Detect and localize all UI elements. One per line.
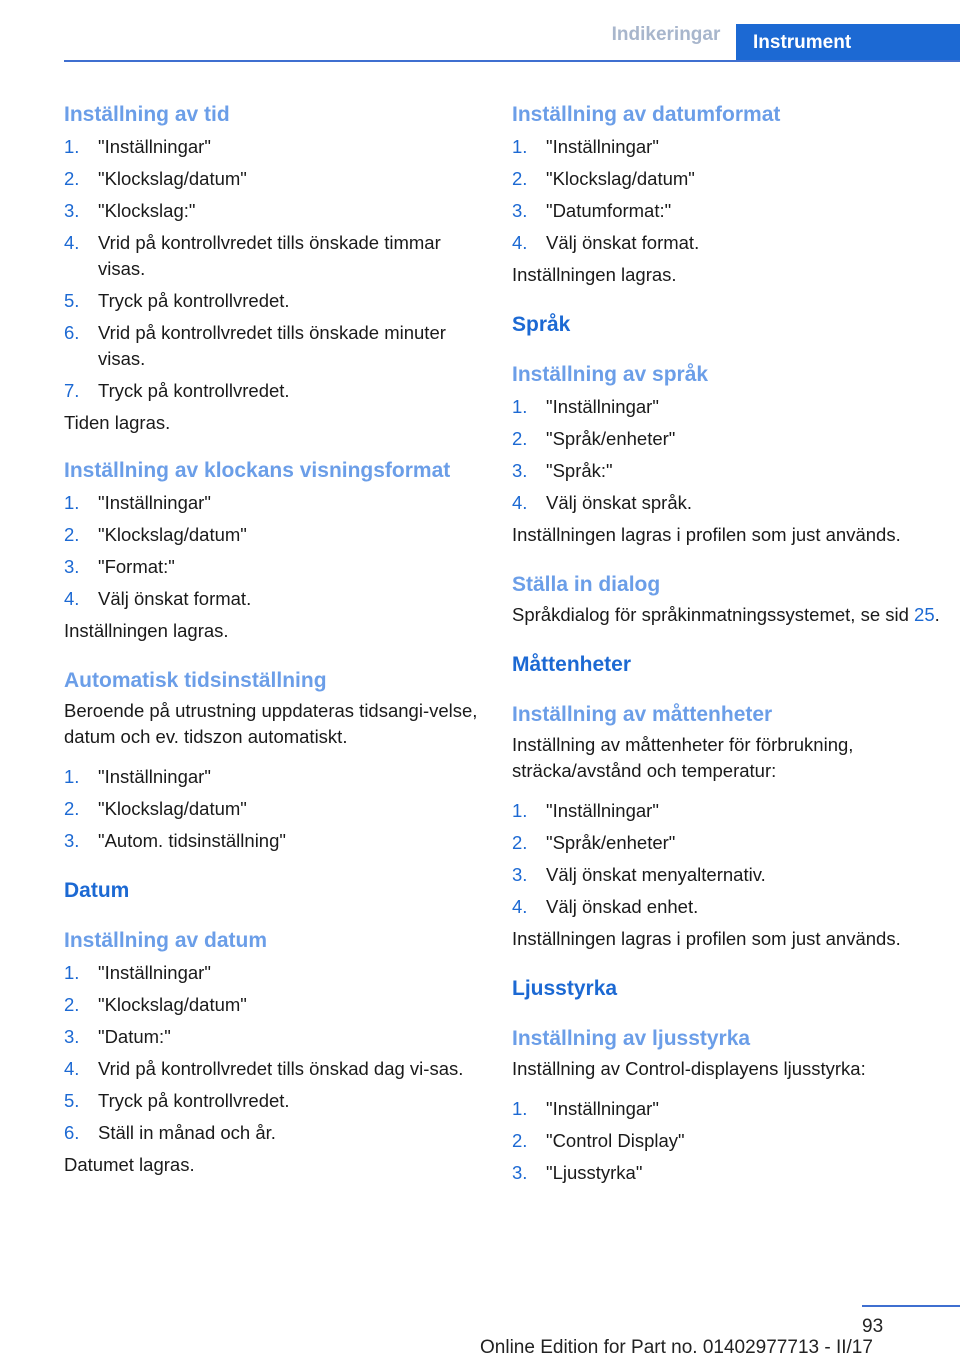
left-column xyxy=(64,100,480,1178)
footer-rule xyxy=(862,1305,960,1307)
step-number: 1. xyxy=(64,492,80,513)
note-language: Inställningen lagras i profilen som just används. xyxy=(512,524,901,545)
list-item xyxy=(64,1024,480,1050)
list-item xyxy=(64,288,480,314)
step-number: 2. xyxy=(512,428,528,449)
list-item xyxy=(512,862,942,888)
step-number: 3. xyxy=(512,460,528,481)
step-text: "Format:" xyxy=(98,556,175,577)
header-tab-instrument[interactable]: Instrument xyxy=(736,24,960,61)
list-item xyxy=(64,490,480,516)
section-title-units: Inställning av måttenheter xyxy=(512,703,773,726)
step-text: Tryck på kontrollvredet. xyxy=(98,380,290,401)
step-text: Välj önskad enhet. xyxy=(546,896,699,917)
list-item xyxy=(64,522,480,548)
list-item xyxy=(512,490,942,516)
step-number: 3. xyxy=(64,556,80,577)
list-item xyxy=(64,764,480,790)
text-dialog xyxy=(512,602,942,628)
list-item xyxy=(512,426,942,452)
list-item xyxy=(512,166,942,192)
step-text: "Klockslag/datum" xyxy=(546,168,695,189)
step-text: "Språk:" xyxy=(546,460,613,481)
list-item xyxy=(64,992,480,1018)
list-item xyxy=(512,894,942,920)
list-item xyxy=(512,394,942,420)
step-text: "Klockslag:" xyxy=(98,200,196,221)
step-number: 1. xyxy=(512,396,528,417)
step-number: 3. xyxy=(64,830,80,851)
list-item xyxy=(64,1056,480,1082)
note-clock-format: Inställningen lagras. xyxy=(64,620,229,641)
text-dialog-b: . xyxy=(934,604,940,625)
text-brightness: Inställning av Control-displayens ljusstyrka: xyxy=(512,1058,866,1079)
list-item xyxy=(512,134,942,160)
text-units: Inställning av måttenheter för förbrukning, sträcka/avstånd och temperatur: xyxy=(512,734,854,781)
header-tab-indikeringar[interactable]: Indikeringar xyxy=(611,24,721,45)
step-number: 4. xyxy=(64,232,80,253)
list-item xyxy=(512,230,942,256)
step-number: 2. xyxy=(512,168,528,189)
step-text: "Klockslag/datum" xyxy=(98,994,247,1015)
note-date: Datumet lagras. xyxy=(64,1154,195,1175)
step-text: Välj önskat format. xyxy=(98,588,252,609)
section-title-language: Inställning av språk xyxy=(512,363,709,386)
list-item xyxy=(64,230,480,282)
step-number: 3. xyxy=(512,864,528,885)
step-text: "Ljusstyrka" xyxy=(546,1162,643,1183)
step-number: 6. xyxy=(64,322,80,343)
step-text: Välj önskat menyalternativ. xyxy=(546,864,766,885)
step-number: 3. xyxy=(64,1026,80,1047)
step-text: "Språk/enheter" xyxy=(546,832,676,853)
list-item xyxy=(64,1120,480,1146)
step-text: "Klockslag/datum" xyxy=(98,524,247,545)
list-item xyxy=(64,166,480,192)
heading-date: Datum xyxy=(64,879,130,902)
step-text: "Autom. tidsinställning" xyxy=(98,830,286,851)
list-item xyxy=(64,1088,480,1114)
step-text: "Datumformat:" xyxy=(546,200,672,221)
section-title-auto-time: Automatisk tidsinställning xyxy=(64,669,327,692)
step-text: "Inställningar" xyxy=(98,492,211,513)
step-number: 2. xyxy=(512,832,528,853)
step-number: 3. xyxy=(512,1162,528,1183)
steps-brightness xyxy=(512,1096,942,1186)
step-text: "Inställningar" xyxy=(98,962,211,983)
list-item xyxy=(64,796,480,822)
step-text: Välj önskat format. xyxy=(546,232,700,253)
note-date-format: Inställningen lagras. xyxy=(512,264,677,285)
list-item xyxy=(512,198,942,224)
step-number: 7. xyxy=(64,380,80,401)
page-link-25[interactable]: 25 xyxy=(914,604,935,625)
list-item xyxy=(64,198,480,224)
header-rule xyxy=(64,60,960,62)
steps-clock-format xyxy=(64,490,480,612)
heading-language: Språk xyxy=(512,313,571,336)
step-number: 4. xyxy=(64,1058,80,1079)
step-text: "Inställningar" xyxy=(546,800,659,821)
step-number: 3. xyxy=(64,200,80,221)
step-number: 4. xyxy=(64,588,80,609)
list-item xyxy=(64,586,480,612)
step-number: 1. xyxy=(64,962,80,983)
list-item xyxy=(512,1096,942,1122)
step-number: 5. xyxy=(64,1090,80,1111)
step-text: "Klockslag/datum" xyxy=(98,168,247,189)
step-number: 4. xyxy=(512,232,528,253)
steps-date-format xyxy=(512,134,942,256)
steps-language xyxy=(512,394,942,516)
list-item xyxy=(512,1128,942,1154)
list-item xyxy=(512,458,942,484)
step-text: Vrid på kontrollvredet tills önskad dag vi‐sas. xyxy=(98,1058,464,1079)
list-item xyxy=(64,378,480,404)
section-title-brightness: Inställning av ljusstyrka xyxy=(512,1027,751,1050)
right-column xyxy=(512,100,942,1192)
step-text: Vrid på kontrollvredet tills önskade minuter visas. xyxy=(98,322,446,369)
heading-brightness: Ljusstyrka xyxy=(512,977,618,1000)
step-number: 1. xyxy=(512,136,528,157)
step-number: 1. xyxy=(64,136,80,157)
step-text: "Språk/enheter" xyxy=(546,428,676,449)
section-title-date: Inställning av datum xyxy=(64,929,268,952)
list-item xyxy=(512,798,942,824)
step-text: "Inställningar" xyxy=(546,396,659,417)
step-text: "Inställningar" xyxy=(98,766,211,787)
page-number: 93 xyxy=(862,1316,884,1337)
step-number: 2. xyxy=(64,994,80,1015)
section-title-date-format: Inställning av datumformat xyxy=(512,103,781,126)
step-text: Tryck på kontrollvredet. xyxy=(98,290,290,311)
step-number: 4. xyxy=(512,492,528,513)
step-text: "Inställningar" xyxy=(546,1098,659,1119)
steps-time xyxy=(64,134,480,404)
footer-edition: Online Edition for Part no. 01402977713 - II/17 xyxy=(480,1337,873,1358)
step-number: 1. xyxy=(64,766,80,787)
step-text: "Datum:" xyxy=(98,1026,171,1047)
list-item xyxy=(64,828,480,854)
step-text: "Klockslag/datum" xyxy=(98,798,247,819)
list-item xyxy=(64,554,480,580)
note-time: Tiden lagras. xyxy=(64,412,171,433)
step-number: 6. xyxy=(64,1122,80,1143)
step-number: 5. xyxy=(64,290,80,311)
steps-date xyxy=(64,960,480,1146)
step-number: 2. xyxy=(64,798,80,819)
list-item xyxy=(512,830,942,856)
list-item xyxy=(512,1160,942,1186)
steps-units xyxy=(512,798,942,920)
step-text: "Control Display" xyxy=(546,1130,685,1151)
section-title-dialog: Ställa in dialog xyxy=(512,573,661,596)
step-number: 4. xyxy=(512,896,528,917)
section-title-time: Inställning av tid xyxy=(64,103,230,126)
step-number: 1. xyxy=(512,800,528,821)
step-text: Ställ in månad och år. xyxy=(98,1122,276,1143)
step-text: Vrid på kontrollvredet tills önskade timmar visas. xyxy=(98,232,441,279)
list-item xyxy=(64,320,480,372)
step-number: 2. xyxy=(64,168,80,189)
step-text: Tryck på kontrollvredet. xyxy=(98,1090,290,1111)
step-number: 3. xyxy=(512,200,528,221)
steps-auto-time xyxy=(64,764,480,854)
step-text: "Inställningar" xyxy=(98,136,211,157)
step-number: 2. xyxy=(64,524,80,545)
list-item xyxy=(64,960,480,986)
heading-units: Måttenheter xyxy=(512,653,632,676)
step-number: 1. xyxy=(512,1098,528,1119)
step-text: "Inställningar" xyxy=(546,136,659,157)
section-title-clock-format: Inställning av klockans visningsformat xyxy=(64,459,451,482)
step-number: 2. xyxy=(512,1130,528,1151)
text-auto-time: Beroende på utrustning uppdateras tidsangi‐velse, datum och ev. tidszon automatiskt. xyxy=(64,700,478,747)
step-text: Välj önskat språk. xyxy=(546,492,693,513)
text-dialog-a: Språkdialog för språkinmatningssystemet, se sid xyxy=(512,604,915,625)
note-units: Inställningen lagras i profilen som just används. xyxy=(512,928,901,949)
list-item xyxy=(64,134,480,160)
